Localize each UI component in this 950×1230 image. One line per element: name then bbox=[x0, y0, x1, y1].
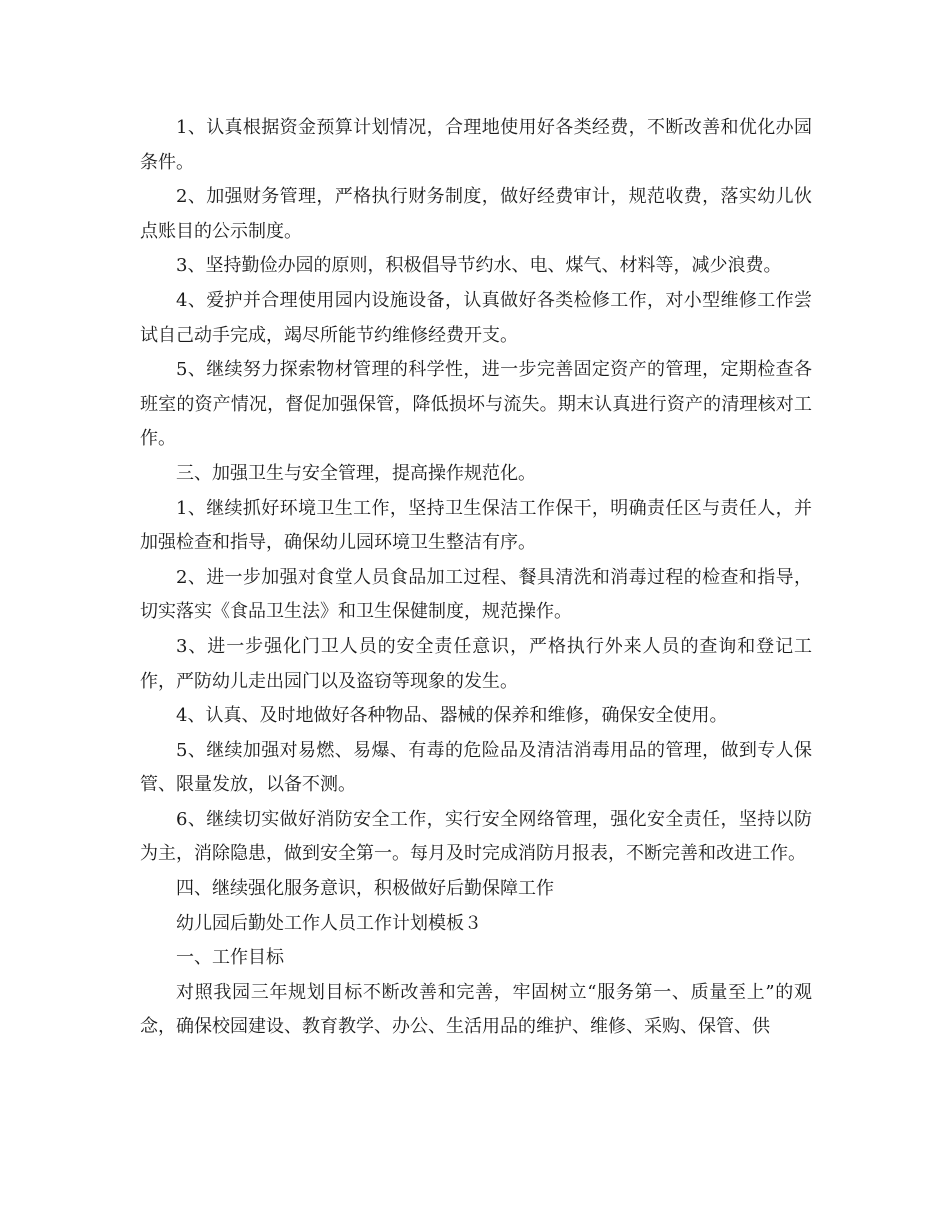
section-heading: 三、加强卫生与安全管理，提高操作规范化。 bbox=[176, 462, 536, 484]
paragraph: 2、进一步加强对食堂人员食品加工过程、餐具清洗和消毒过程的检查和指导，切实落实《食品卫生法》和卫生保健制度，规范操作。 bbox=[140, 566, 812, 623]
document-body bbox=[140, 111, 812, 1045]
paragraph: 对照我园三年规划目标不断改善和完善，牢固树立“服务第一、质量至上”的观念，确保校园建设、教育教学、办公、生活用品的维护、维修、采购、保管、供 bbox=[140, 981, 812, 1038]
paragraph: 5、继续加强对易燃、易爆、有毒的危险品及清洁消毒用品的管理，做到专人保管、限量发放，以备不测。 bbox=[140, 739, 812, 796]
paragraph: 6、继续切实做好消防安全工作，实行安全网络管理，强化安全责任，坚持以防为主，消除隐患，做到安全第一。每月及时完成消防月报表，不断完善和改进工作。 bbox=[140, 808, 812, 865]
paragraph: 3、进一步强化门卫人员的安全责任意识，严格执行外来人员的查询和登记工作，严防幼儿走出园门以及盗窃等现象的发生。 bbox=[140, 635, 812, 692]
section-heading: 一、工作目标 bbox=[176, 947, 284, 969]
section-heading: 四、继续强化服务意识，积极做好后勤保障工作 bbox=[176, 878, 554, 900]
paragraph: 2、加强财务管理，严格执行财务制度，做好经费审计，规范收费，落实幼儿伙点账目的公示制度。 bbox=[140, 186, 812, 242]
paragraph: 4、认真、及时地做好各种物品、器械的保养和维修，确保安全使用。 bbox=[176, 705, 728, 727]
document-title: 幼儿园后勤处工作人员工作计划模板３ bbox=[176, 912, 482, 934]
paragraph: 4、爱护并合理使用园内设施设备，认真做好各类检修工作，对小型维修工作尝试自己动手完成，竭尽所能节约维修经费开支。 bbox=[140, 289, 812, 346]
paragraph: 1、认真根据资金预算计划情况，合理地使用好各类经费，不断改善和优化办园条件。 bbox=[140, 117, 812, 173]
paragraph: 3、坚持勤俭办园的原则，积极倡导节约水、电、煤气、材料等，减少浪费。 bbox=[176, 255, 782, 277]
paragraph: 5、继续努力探索物材管理的科学性，进一步完善固定资产的管理，定期检查各班室的资产情况，督促加强保管，降低损坏与流失。期末认真进行资产的清理核对工作。 bbox=[140, 359, 812, 450]
paragraph: 1、继续抓好环境卫生工作，坚持卫生保洁工作保干，明确责任区与责任人，并加强检查和指导，确保幼儿园环境卫生整洁有序。 bbox=[140, 497, 812, 554]
